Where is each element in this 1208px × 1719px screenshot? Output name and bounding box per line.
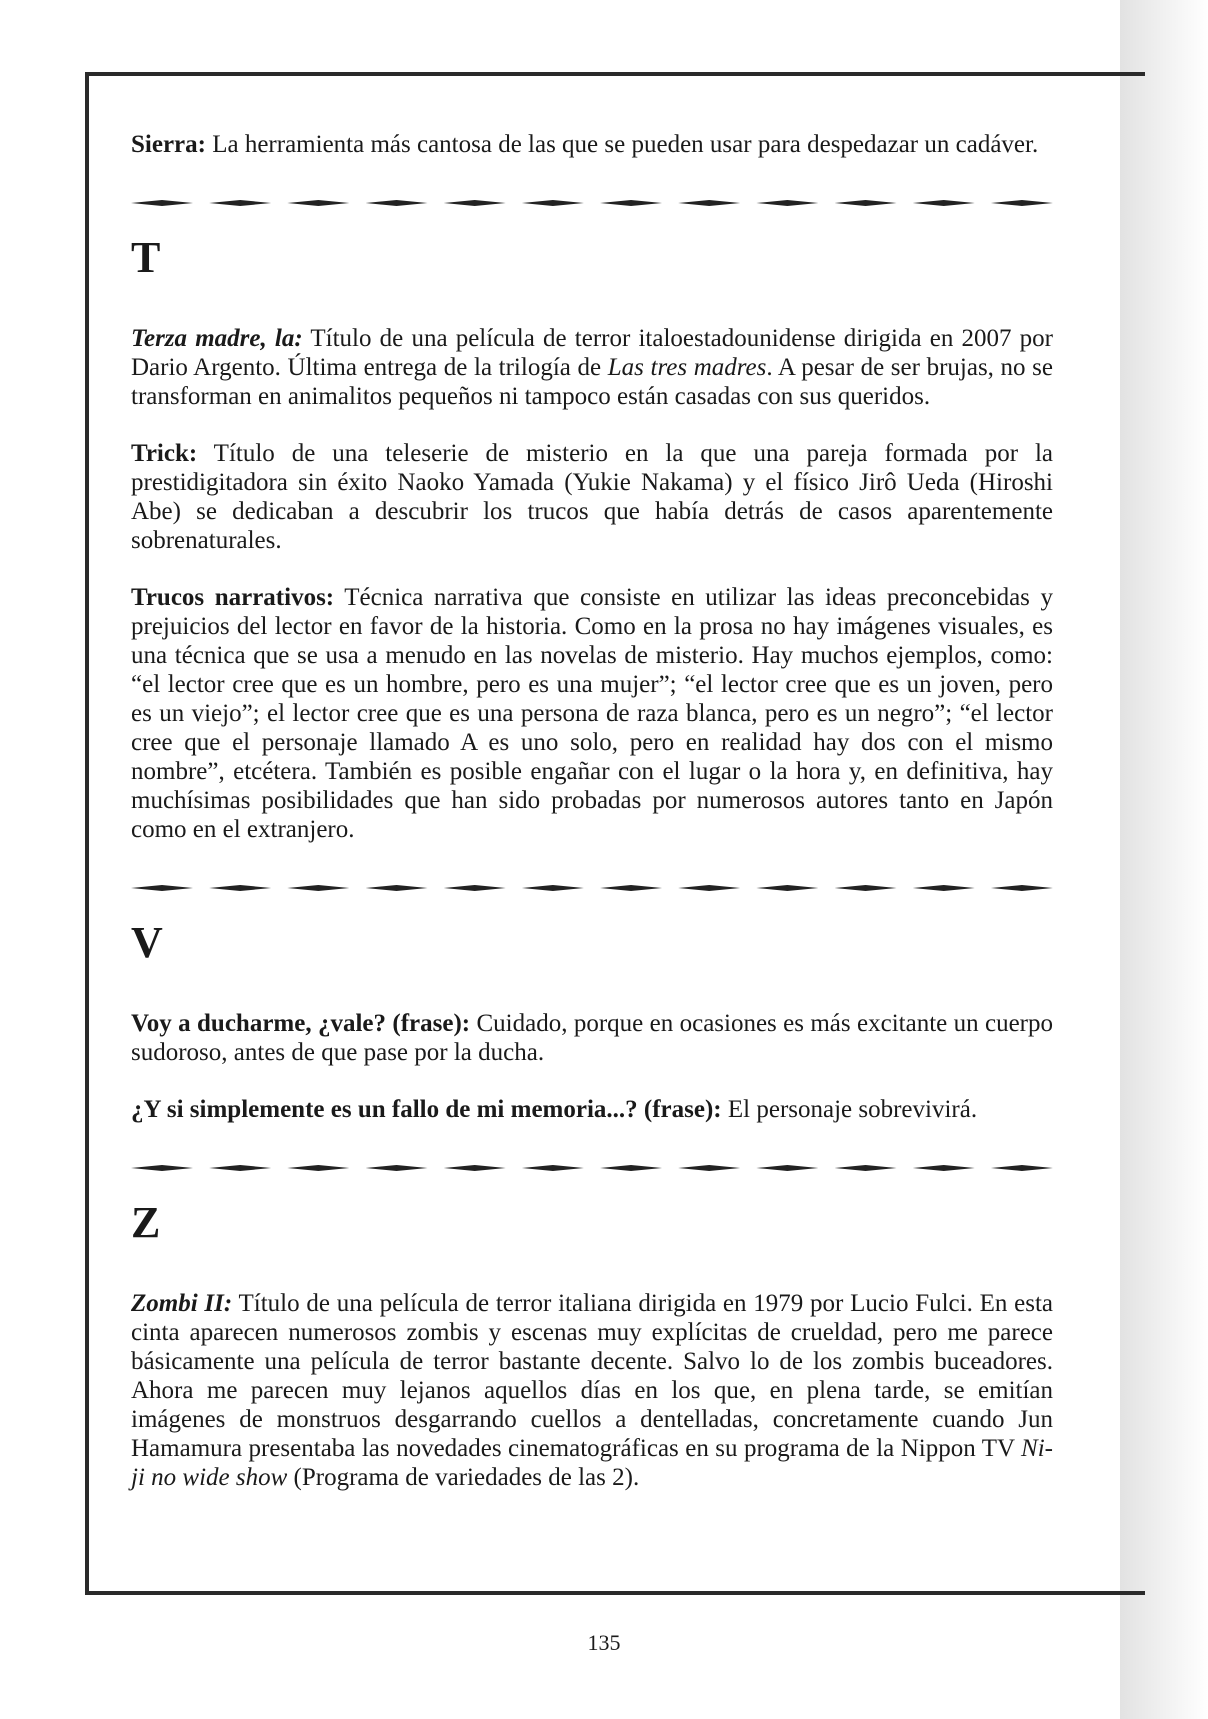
- entry-term: Zombi II:: [131, 1290, 233, 1317]
- entry-term: Sierra:: [131, 131, 206, 158]
- section-letter-z: Z: [131, 1198, 161, 1247]
- entry-definition-end: . A pesar de ser brujas, no se transforman en animalitos pequeños ni tampoco están casadas con sus queridos.: [131, 354, 1054, 410]
- section-letter-t: T: [131, 233, 161, 282]
- entry-definition: Título de una película de terror italiana dirigida en 1979 por Lucio Fulci. En esta cinta aparecen numerosos zombis y escenas muy explícitas de crueldad, pero me parece básicamente una película de terror bastante decente. Salvo lo de los zombis buceadores. Ahora me parecen muy lejanos aquellos días en los que, en plena tarde, se emitían imágenes de monstruos desgarrando cuellos a dentelladas, concretamente cuando Jun Hamamura presentaba las novedades cinematográficas en su programa de la Nippon TV: [131, 1290, 1053, 1462]
- section-divider: [131, 196, 1053, 210]
- section-divider: [131, 881, 1053, 895]
- entry-italic-title: Ni-ji no wide show: [131, 1435, 1053, 1491]
- entry-term: Trick:: [131, 440, 198, 467]
- entry-trucos-narrativos: [131, 583, 1053, 844]
- entry-term: ¿Y si simplemente es un fallo de mi memoria...? (frase):: [131, 1096, 722, 1123]
- entry-term: Terza madre, la:: [131, 325, 303, 352]
- glossary-content: [131, 130, 1053, 1492]
- entry-definition: El personaje sobrevivirá.: [721, 1096, 978, 1123]
- entry-definition-end: (Programa de variedades de las 2).: [287, 1464, 640, 1491]
- entry-zombi-ii: [131, 1289, 1053, 1492]
- entry-y-si-simplemente: [131, 1095, 1053, 1124]
- entry-italic-title: Las tres madres: [607, 354, 767, 381]
- entry-trick: [131, 439, 1053, 555]
- page-number: 135: [587, 1630, 621, 1655]
- entry-sierra: [131, 130, 1053, 159]
- entry-terza-madre: [131, 324, 1053, 411]
- entry-definition: Cuidado, porque en ocasiones es más excitante un cuerpo sudoroso, antes de que pase por la ducha.: [131, 1010, 1053, 1066]
- entry-definition: La herramienta más cantosa de las que se pueden usar para despedazar un cadáver.: [205, 131, 1039, 158]
- entry-voy-a-ducharme: [131, 1009, 1053, 1067]
- entry-term: Voy a ducharme, ¿vale? (frase):: [131, 1010, 471, 1037]
- section-letter-v: V: [131, 918, 163, 967]
- entry-definition: Técnica narrativa que consiste en utilizar las ideas preconcebidas y prejuicios del lector en favor de la historia. Como en la prosa no hay imágenes visuales, es una técnica que se usa a menudo en las novelas de misterio. Hay muchos ejemplos, como: “el lector cree que es un hombre, pero es una mujer”; “el lector cree que es un joven, pero es un viejo”; el lector cree que es una persona de raza blanca, pero es un negro”; “el lector cree que el personaje llamado A es uno solo, pero en realidad hay dos con el mismo nombre”, etcétera. También es posible engañar con el lugar o la hora y, en definitiva, hay muchísimas posibilidades que han sido probadas por numerosos autores tanto en Japón como en el extranjero.: [131, 584, 1053, 843]
- entry-definition: Título de una teleserie de misterio en la que una pareja formada por la prestidigitadora sin éxito Naoko Yamada (Yukie Nakama) y el físico Jirô Ueda (Hiroshi Abe) se dedicaban a descubrir los trucos que había detrás de casos aparentemente sobrenaturales.: [131, 440, 1053, 554]
- section-divider: [131, 1161, 1053, 1175]
- entry-term: Trucos narrativos:: [131, 584, 335, 611]
- entry-definition: Título de una película de terror italoestadounidense dirigida en 2007 por Dario Argento. Última entrega de la trilogía de: [131, 325, 1053, 381]
